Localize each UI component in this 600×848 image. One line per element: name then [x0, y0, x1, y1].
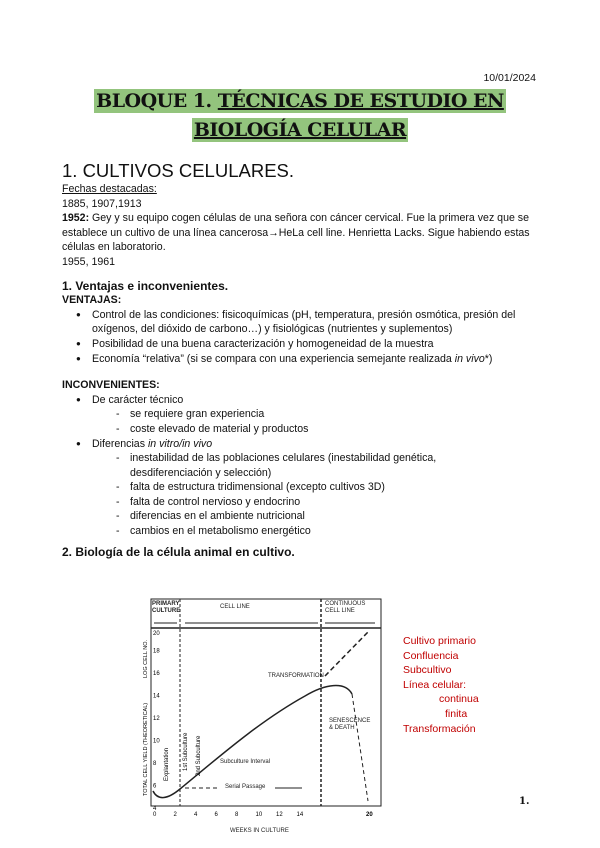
- title-underlined-2: BIOLOGÍA CELULAR: [193, 119, 407, 141]
- margin-notes: [403, 634, 479, 736]
- y-tick-label: 6: [153, 783, 157, 790]
- sub-item: - falta de control nervioso y endocrino: [62, 495, 542, 510]
- y-axis-label-2: LOG CELL NO.: [143, 639, 149, 678]
- text: *): [484, 352, 493, 365]
- figure-frame: [151, 599, 381, 806]
- list-item: [62, 352, 542, 367]
- paragraph-1952: [62, 211, 542, 255]
- list-item: ● Posibilidad de una buena caracterización y homogeneidad de la muestra: [62, 337, 542, 352]
- label-second-subculture: 2nd Subculture: [196, 735, 202, 776]
- text: Diferencias: [92, 437, 148, 450]
- inconvenientes-list: [62, 393, 542, 539]
- note: Cultivo primario: [403, 635, 476, 647]
- section-heading: 1. CULTIVOS CELULARES.: [62, 160, 295, 181]
- list-item: [62, 437, 542, 452]
- sub-item: - inestabilidad de las poblaciones celulares (inestabilidad genética, desdiferenciación y selección): [62, 451, 542, 480]
- inconvenientes-label: INCONVENIENTES:: [62, 379, 160, 392]
- note: finita: [445, 707, 468, 720]
- dates-2: 1955, 1961: [62, 255, 116, 268]
- x-tick-label: 4: [194, 812, 198, 818]
- sub-item: - coste elevado de material y productos: [62, 422, 542, 437]
- y-tick-label: 10: [153, 738, 160, 745]
- text-italic: in vitro/in vivo: [147, 437, 213, 450]
- x-tick-label: 6: [214, 812, 218, 818]
- list-item: ● De carácter técnico: [62, 393, 542, 408]
- x-axis-label: WEEKS IN CULTURE: [230, 828, 289, 834]
- phase-primary: PRIMARY CULTURE: [152, 601, 181, 614]
- text: Economía “relativa” (si se compara con una experiencia semejante realizada: [92, 352, 455, 365]
- document-title-line2: [0, 119, 600, 141]
- y-tick-label: 14: [153, 693, 160, 700]
- x-tick-label: 0: [153, 812, 157, 818]
- y-tick-label: 12: [153, 716, 160, 722]
- note: Subcultivo: [403, 664, 452, 677]
- cell-culture-growth-figure: [140, 596, 390, 844]
- phase-continuous: CONTINUOUS CELL LINE: [325, 601, 366, 614]
- label-serial-passage: Serial Passage: [225, 784, 266, 790]
- subheading-ventajas: 1. Ventajas e inconvenientes.: [62, 278, 229, 293]
- ventajas-label: VENTAJAS:: [62, 294, 122, 307]
- note: Transformación: [403, 722, 476, 735]
- section-body: [62, 182, 542, 559]
- sub-item: - cambios en el metabolismo energético: [62, 524, 542, 539]
- year: 1952:: [62, 212, 90, 225]
- x-tick-label: 10: [255, 812, 263, 818]
- page-number: 1.: [519, 796, 530, 807]
- label-transformation: TRANSFORMATION: [268, 673, 324, 679]
- x-tick-label: 20: [366, 812, 373, 818]
- note: continua: [439, 693, 479, 706]
- text-italic: in vivo: [454, 352, 485, 365]
- y-tick-label: 4: [153, 806, 157, 812]
- phase-cell-line: CELL LINE: [220, 604, 250, 610]
- y-tick-label: 20: [153, 631, 160, 637]
- sub-item: - falta de estructura tridimensional (excepto cultivos 3D): [62, 480, 542, 495]
- title-prefix: BLOQUE 1.: [96, 90, 218, 112]
- paragraph-text: Gey y su equipo cogen células de una señora con cáncer cervical. Fue la primera vez que se establece un cultivo de una línea cancerosa→HeLa cell line. Henrietta Lacks. Sigue habiendo estas células en laboratorio.: [62, 212, 530, 254]
- document-date: 10/01/2024: [483, 72, 536, 84]
- note: Confluencia: [403, 649, 459, 662]
- dates-1: 1885, 1907,1913: [62, 197, 142, 210]
- label-explantation: Explantation: [164, 747, 170, 781]
- transformation-arrow: [325, 632, 368, 676]
- sub-item: - se requiere gran experiencia: [62, 407, 542, 422]
- subheading-biologia: 2. Biología de la célula animal en cultivo.: [62, 544, 295, 559]
- label-first-subculture: 1st Subculture: [183, 732, 189, 771]
- x-tick-label: 14: [296, 812, 304, 818]
- y-tick-label: 8: [153, 761, 157, 767]
- list-item: ● Control de las condiciones: fisicoquímicas (pH, temperatura, presión osmótica, presión del oxígenos, del dióxido de carbono…) y fisiológicas (nutrientes y suplementos): [62, 308, 542, 337]
- x-tick-label: 12: [276, 812, 283, 818]
- label-subculture-interval: Subculture Interval: [220, 759, 271, 765]
- dates-label: Fechas destacadas:: [62, 183, 157, 195]
- y-tick-label: 18: [153, 648, 160, 655]
- document-title-line1: [0, 90, 600, 112]
- label-senescence: SENESCENCE & DEATH: [329, 718, 371, 731]
- y-tick-label: 16: [153, 671, 160, 677]
- x-tick-label: 2: [173, 812, 177, 818]
- note: Línea celular:: [403, 678, 467, 691]
- title-underlined: TÉCNICAS DE ESTUDIO EN: [217, 90, 504, 112]
- x-tick-label: 8: [235, 812, 239, 818]
- ventajas-list: [62, 308, 542, 366]
- y-axis-label: TOTAL CELL YIELD (THEORETICAL): [143, 702, 149, 796]
- sub-item: - diferencias en el ambiente nutricional: [62, 509, 542, 524]
- senescence-curve: [352, 694, 368, 801]
